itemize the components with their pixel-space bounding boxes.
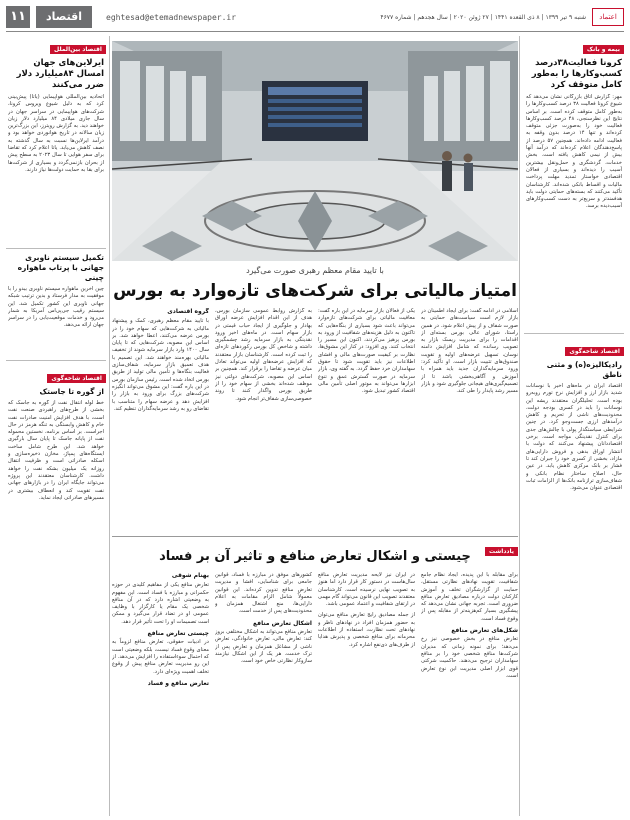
left-story3-text: خط لوله انتقال نفت از گوره به جاسک که بخشی از طرح‌های راهبردی صنعت نفت است، با هدف افزایش امنیت صادرات نفت خام و کاهش وابستگی به تنگه هرمز در حال اجراست. بر اساس برنامه، نخستین محموله نفت از پایانه جاسک تا پایان سال بارگیری خواهد شد. این طرح شامل ساخت ایستگاه‌های پمپاژ، مخازن ذخیره‌سازی و اسکله صادراتی است و ظرفیت انتقال روزانه یک میلیون بشکه نفت را خواهد داشت. کارشناسان معتقدند این پروژه می‌تواند جایگاه ایران را در بازارهای جهانی نفت تقویت کند و انعطاف بیشتری در مسیرهای صادراتی ایجاد نماید. [8,400,104,501]
section-divider [112,536,518,537]
second-article-col-4 [421,572,518,816]
second-col1-text: تعارض منافع یکی از مفاهیم کلیدی در حوزه حکمرانی و مبارزه با فساد است. این مفهوم به وضعیتی اشاره دارد که در آن منافع شخصی یک مقام یا کارگزار با وظایف عمومی او در تضاد قرار می‌گیرد و ممکن است تصمیمات او را تحت تأثیر قرار دهد. [112,582,209,625]
second-article-col-2 [215,572,312,816]
second-col1-subhead-b: تعارض منافع و فساد [147,679,209,687]
right-story1-text: مهر: گزارش اتاق بازرگانی نشان می‌دهد که شیوع کرونا فعالیت ۳۸ درصد کسب‌وکارها را به‌طور کامل متوقف کرده است. بر اساس نتایج این نظرسنجی، ۴۸ درصد کسب‌وکارها فعالیت خود را به‌صورت جزئی متوقف کرده‌اند و تنها ۱۴ درصد بدون وقفه به فعالیت ادامه داده‌اند. همچنین ۵۷ درصد از پاسخ‌دهندگان اعلام کرده‌اند که درآمد آنها بیش از نیمی کاهش یافته است. بخش خدمات، گردشگری و حمل‌ونقل بیشترین آسیب را دیده‌اند و بسیاری از فعالان اقتصادی خواستار تمدید مهلت پرداخت مالیات و اقساط بانکی شده‌اند. کارشناسان تأکید می‌کنند که بسته‌های حمایتی دولت باید هدفمندتر و سریع‌تر به دست کسب‌وکارهای آسیب‌دیده برسد. [526,94,622,210]
column-divider-left [109,36,110,816]
section-email: eghtesad@etemadnewspaper.ir [106,12,237,22]
second-col1-text-b: در ادبیات حقوقی، تعارض منافع لزوماً به معنای وقوع فساد نیست، بلکه وضعیتی است که احتمال سوءاستفاده را افزایش می‌دهد. از این رو مدیریت تعارض منافع پیش از وقوع تخلف اهمیت ویژه‌ای دارد. [112,639,209,675]
right-story2-text: اقتصاد ایران در ماه‌های اخیر با نوسانات شدید بازار ارز و افزایش نرخ تورم روبه‌رو بوده است. تحلیلگران معتقدند ریشه این نوسانات را باید در کسری بودجه دولت، محدودیت‌های ناشی از تحریم و کاهش درآمدهای ارزی جست‌وجو کرد. در چنین شرایطی سیاستگذار پولی با چالش‌های جدی برای کنترل نقدینگی مواجه است. برخی اقتصاددانان پیشنهاد می‌کنند که دولت با انتشار اوراق بدهی و فروش دارایی‌های مازاد، بخشی از کسری خود را جبران کند تا فشار بر بانک مرکزی کاهش یابد. در عین حال، اصلاح ساختار نظام بانکی و شفاف‌سازی ترازنامه بانک‌ها از الزامات ثبات اقتصادی عنوان می‌شود. [526,383,622,492]
right-column [524,36,624,816]
right-divider [524,333,624,334]
main-article [112,308,518,530]
second-article [112,572,518,816]
right-story2-title: رادیکالیزه(ه) و مثنی ناطق [546,360,622,379]
second-col2-subhead: اشکال تعارض منافع [253,619,312,627]
second-article-col-1 [112,572,209,816]
main-article-col-2: به گزارش روابط عمومی سازمان بورس، هدف از این اقدام افزایش عرضه اوراق بهادار و جلوگیری از ایجاد حباب قیمتی در بازار سهام است. در ماه‌های اخیر ورود نقدینگی به بازار سرمایه رشد چشمگیری داشته و شاخص کل بورس رکوردهای تازه‌ای را ثبت کرده است. کارشناسان بازار معتقدند که افزایش عرضه‌های اولیه می‌تواند تعادل میان عرضه و تقاضا را برقرار کند. همچنین بر اساس این مصوبه، شرکت‌های دولتی نیز موظف شده‌اند بخشی از سهام خود را از طریق بورس واگذار کنند تا روند خصوصی‌سازی شفاف‌تر انجام شود. [215,308,312,402]
second-byline: بهنام شوقی [171,572,209,579]
right-story1-title: کرونا فعالیت۳۸درصد کسب‌وکارها را به‌طور کامل متوقف کرد [531,58,622,90]
section-title: اقتصاد [36,6,92,28]
left-section-label-2: اقتصاد شاخه‌گوی [47,374,106,383]
left-column [6,36,106,816]
main-article-col-4: اسلامی در ادامه گفت: برای ایجاد اطمینان در بازار لازم است سیاست‌های حمایتی به صورت شفاف و از پیش اعلام شود. در همین راستا، شورای عالی بورس بسته‌ای از اقدامات را برای مدیریت ریسک بازار به تصویب رسانده که شامل افزایش دامنه نوسان، تسهیل عرضه‌های اولیه و تقویت صندوق‌های تثبیت بازار است. او تأکید کرد: ورود سرمایه‌گذاران جدید باید همراه با آموزش و آگاهی‌بخشی باشد تا از تصمیم‌گیری‌های هیجانی جلوگیری شود و بازار مسیر رشد پایدار را طی کند. [421,308,518,395]
left-story3-title: از گوره تا جاستک [39,387,104,396]
main-article-col-3: یکی از فعالان بازار سرمایه در این باره گفت: معافیت مالیاتی برای شرکت‌های تازه‌وارد می‌تواند باعث شود بسیاری از بنگاه‌هایی که تاکنون به دلیل هزینه‌های شفافیت از ورود به بورس پرهیز می‌کردند، اکنون این مسیر را انتخاب کنند. وی افزود: در کنار این مشوق‌ها، نظارت بر کیفیت صورت‌های مالی و افشای اطلاعات نیز باید تقویت شود تا حقوق سهامداران خرد حفظ گردد. به گفته وی، بازار سرمایه در صورت گسترش عمق و تنوع ابزارها می‌تواند به موتور اصلی تأمین مالی اقتصاد کشور تبدیل شود. [318,308,415,395]
main-article-col-1-text: با تایید مقام معظم رهبری، کمک و پیشنهاد مالیاتی به شرکت‌هایی که سهام خود را در بورس عرضه می‌کنند، اعطا خواهد شد. بر اساس این مصوبه، شرکت‌هایی که تا پایان سال ۱۴۰۰ وارد بازار سرمایه شوند از تخفیف مالیاتی بهره‌مند خواهند شد. این تصمیم با هدف تعمیق بازار سرمایه، شفاف‌سازی فعالیت بنگاه‌ها و تأمین مالی تولید از طریق بورس اتخاذ شده است. رئیس سازمان بورس در این باره گفت: این مشوق می‌تواند انگیزه شرکت‌های بزرگ برای ورود به بازار را افزایش دهد و عرضه سهام را متناسب با تقاضای رو به رشد سرمایه‌گذاران تنظیم کند. [112,318,209,412]
second-col3-text-b: از جمله مصادیق رایج تعارض منافع می‌توان به حضور همزمان افراد در نهادهای ناظر و نهادهای تحت نظارت، استفاده از اطلاعات محرمانه برای منافع شخصی و پذیرش هدایا از طرف‌های ذی‌نفع اشاره کرد. [318,612,415,648]
page-header [6,6,624,28]
second-article-col-3 [318,572,415,816]
second-headline: چیستی و اشکال تعارض منافع و تاثیر آن بر فساد [159,549,471,564]
left-story2-title: تکمیل سیستم ناوبری جهانی با پرتاب ماهواره چینی [17,253,104,282]
right-section-label-2: اقتصاد شاخه‌گوی [565,347,624,356]
second-col4-text: برای مقابله با این پدیده، ایجاد نظام جامع شفافیت، تقویت نهادهای نظارتی مستقل، حمایت از گزارشگران تخلف و آموزش کارکنان دولت درباره مصادیق تعارض منافع ضروری است. تجربه جهانی نشان می‌دهد که پیشگیری بسیار کم‌هزینه‌تر از مقابله پس از وقوع فساد است. [421,572,518,622]
main-article-col-1 [112,308,209,530]
left-divider-2 [6,360,106,361]
second-col3-text: در ایران نیز لایحه مدیریت تعارض منافع سال‌هاست در دستور کار قرار دارد اما هنوز به تصویب نهایی نرسیده است. کارشناسان معتقدند تصویب این قانون می‌تواند گام مهمی در ارتقای شفافیت و اعتماد عمومی باشد. [318,572,415,608]
left-story1-title: ایرلاین‌های جهان امسال ۸۴میلیارد دلار ضرر می‌کنند [16,58,104,90]
left-divider-1 [6,248,106,249]
opinion-label: یادداشت [485,547,518,556]
second-col4-subhead: شکل‌های تعارض منافع [451,627,518,635]
left-section-label: اقتصاد بین‌الملل [50,45,106,54]
second-col1-subhead: چیستی تعارض منافع [147,630,209,638]
main-headline: امتیاز مالیاتی برای شرکت‌های تازه‌وارد به بورس [113,281,517,301]
column-divider-right [519,36,520,816]
page-number: ۱۱ [6,6,30,28]
newspaper-logo: اعتماد [592,8,624,26]
header-divider [6,31,624,32]
second-col4-text-b: تعارض منافع در بخش خصوصی نیز رخ می‌دهد؛ برای نمونه زمانی که مدیران شرکت‌ها منافع شخصی خود را بر منافع سهامداران ترجیح می‌دهند. حاکمیت شرکتی قوی ابزار اصلی مدیریت این نوع تعارض است. [421,636,518,679]
main-kicker: با تایید مقام معظم رهبری صورت می‌گیرد [246,266,384,275]
issue-date-line: شنبه ۹ تیر ۱۳۹۹ | ۸ ذی القعده ۱۴۴۱ | ۲۷ ژوئن ۲۰۲۰ | سال هجدهم | شماره ۴۶۷۷ [380,13,586,21]
left-story1-text: اتحادیه بین‌المللی هواپیمایی (یاتا) پیش‌بینی کرد که به دلیل شیوع ویروس کرونا، شرکت‌های هواپیمایی در سراسر جهان در سال جاری میلادی ۸۴ میلیارد دلار زیان خواهند دید. به گزارش رویترز، این بزرگ‌ترین زیان سالانه در تاریخ هوانوردی خواهد بود و درآمد ایرلاین‌ها نسبت به سال گذشته به نصف کاهش می‌یابد. یاتا اعلام کرد که تقاضا برای سفر هوایی تا سال ۲۰۲۳ به سطح پیش از بحران بازنمی‌گردد و بسیاری از شرکت‌ها برای بقا به حمایت دولت‌ها نیاز دارند. [8,94,104,173]
right-section-label: بیمه و بانک [583,45,624,54]
main-byline: گروه اقتصادی [167,308,209,315]
center-column [112,36,518,816]
left-story2-text: چین آخرین ماهواره سیستم ناوبری بیدو را با موفقیت به مدار فرستاد و بدین ترتیب شبکه جهانی ناوبری این کشور تکمیل شد. این سیستم رقیب جی‌پی‌اس آمریکا به شمار می‌رود و خدمات موقعیت‌یابی را در سراسر جهان ارائه می‌دهد. [8,286,104,329]
second-col2-text-b: تعارض منافع می‌تواند به اشکال مختلفی بروز کند: تعارض مالی، تعارض خانوادگی، تعارض ناشی از مشاغل همزمان و تعارض پس از ترک خدمت. هر یک از این اشکال نیازمند سازوکار نظارتی خاص خود است. [215,629,312,665]
stock-exchange-photo [112,41,518,261]
second-col2-text: کشورهای موفق در مبارزه با فساد، قوانین جامعی برای شناسایی، افشا و مدیریت تعارض منافع تدوین کرده‌اند. این قوانین معمولاً شامل الزام مقامات به اعلام دارایی‌ها، منع اشتغال همزمان و محدودیت‌های پس از خدمت است. [215,572,312,615]
